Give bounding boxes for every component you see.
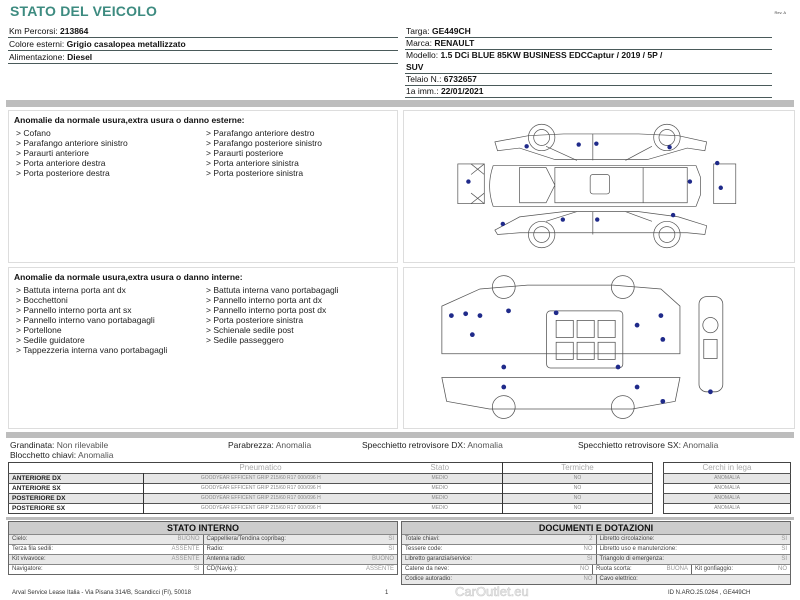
- damage-item: > Portellone: [16, 325, 62, 335]
- field-label: Targa:: [406, 26, 432, 36]
- tyre-row: [9, 504, 653, 514]
- tyre-winter: NO: [503, 494, 653, 504]
- grandinata-status: Grandinata: Non rilevabile: [10, 440, 109, 450]
- info-value: SI: [388, 546, 394, 552]
- exterior-title: Anomalie da normale usura,extra usura o danno esterne:: [14, 115, 245, 125]
- interior-title: Anomalie da normale usura,extra usura o danno interne:: [14, 272, 243, 282]
- damage-marker: [667, 145, 671, 149]
- exterior-damage-list: [8, 110, 398, 263]
- col-stato: Stato: [430, 463, 450, 472]
- col-termiche: Termiche: [503, 463, 653, 474]
- info-cell: [9, 555, 203, 564]
- vehicle-field: [405, 86, 772, 98]
- info-cell: [596, 545, 791, 554]
- field-label: Telaio N.:: [406, 74, 444, 84]
- info-label: Cavo elettrico:: [599, 576, 638, 582]
- damage-item: > Pannello interno porta post dx: [206, 305, 327, 315]
- vehicle-field: [405, 62, 772, 74]
- field-value: GE449CH: [432, 26, 471, 36]
- cerchi-value: ANOMALIA: [664, 504, 791, 514]
- info-cell: [691, 565, 790, 574]
- damage-marker: [449, 313, 454, 318]
- info-label: Antenna radio:: [206, 556, 246, 562]
- damage-item: > Sedile guidatore: [16, 335, 85, 345]
- damage-marker: [506, 308, 511, 313]
- damage-marker: [561, 217, 565, 221]
- cerchi-row: [664, 474, 791, 484]
- info-label: Totale chiavi:: [405, 536, 440, 542]
- info-label: Radio:: [206, 546, 224, 552]
- field-value: 213864: [60, 26, 89, 36]
- vehicle-field: [405, 38, 772, 50]
- damage-marker: [635, 385, 640, 390]
- info-row: [402, 534, 790, 544]
- damage-item: > Pannello interno porta ant sx: [16, 305, 132, 315]
- footer-address: Arval Service Lease Italia - Via Pisana 314/B, Scandicci (FI), 50018: [12, 590, 191, 596]
- damage-marker: [501, 222, 505, 226]
- info-label: Catene da neve:: [405, 566, 450, 572]
- damage-marker: [501, 365, 506, 370]
- documenti-section: [401, 521, 791, 585]
- document-id: ID N.ARO.25.0264 , GE449CH: [668, 590, 751, 596]
- info-row: [402, 564, 790, 574]
- specchietto-sx-status: Specchietto retrovisore SX: Anomalia: [578, 440, 719, 450]
- info-cell: [596, 535, 791, 544]
- info-label: Libretto garanzia/service:: [405, 556, 473, 562]
- tyre-model: GOODYEAR EFFICENT GRIP 215/60 R17 000/096 H: [144, 484, 378, 494]
- damage-marker: [595, 217, 599, 221]
- field-value: Diesel: [67, 52, 93, 62]
- damage-marker: [554, 310, 559, 315]
- parabrezza-status: Parabrezza: Anomalia: [228, 440, 312, 450]
- damage-marker: [501, 385, 506, 390]
- cerchi-row: [664, 504, 791, 514]
- page-title: STATO DEL VEICOLO: [10, 3, 158, 19]
- damage-item: > Battuta interna porta ant dx: [16, 285, 126, 295]
- tyre-position: ANTERIORE DX: [9, 474, 144, 484]
- damage-marker: [466, 179, 470, 183]
- info-cell: [402, 545, 596, 554]
- damage-item: > Parafango anteriore destro: [206, 128, 315, 138]
- info-label: Terza fila sedili:: [12, 546, 54, 552]
- info-label: Codice autoradio:: [405, 576, 453, 582]
- info-cell: [596, 575, 791, 584]
- info-cell: [9, 565, 203, 574]
- vehicle-field: [8, 26, 398, 38]
- tyre-position: ANTERIORE SX: [9, 484, 144, 494]
- damage-marker: [659, 313, 664, 318]
- stato-interno-title: STATO INTERNO: [9, 522, 397, 534]
- info-cell: [9, 545, 203, 554]
- damage-marker: [660, 399, 665, 404]
- info-row: [9, 554, 397, 564]
- info-label: Kit gonfiaggio:: [695, 566, 734, 572]
- damage-item: > Battuta interna vano portabagagli: [206, 285, 339, 295]
- damage-item: > Pannello interno vano portabagagli: [16, 315, 155, 325]
- info-label: Libretto uso e manutenzione:: [599, 546, 677, 552]
- info-value: NO: [778, 566, 787, 572]
- info-value: NO: [583, 546, 593, 552]
- damage-marker: [671, 213, 675, 217]
- info-label: Ruota scorta:: [596, 566, 632, 572]
- info-label: Cielo:: [12, 536, 28, 542]
- damage-item: > Sedile passeggero: [206, 335, 284, 345]
- blocchetto-status: Blocchetto chiavi: Anomalia: [10, 450, 114, 460]
- field-value: 1.5 DCi BLUE 85KW BUSINESS EDCCaptur / 2019 / 5P /: [440, 50, 663, 60]
- section-divider: [6, 100, 794, 107]
- field-label: 1a imm.:: [406, 86, 441, 96]
- info-label: Libretto circolazione:: [599, 536, 655, 542]
- cerchi-row: [664, 494, 791, 504]
- damage-item: > Tappezzeria interna vano portabagagli: [16, 345, 168, 355]
- info-label: Kit vivavoce:: [12, 556, 46, 562]
- info-value: BUONA: [666, 566, 688, 572]
- vehicle-field: [8, 52, 398, 64]
- vehicle-field: [405, 26, 772, 38]
- section-divider: [6, 517, 794, 520]
- tyre-row: [9, 484, 653, 494]
- info-value: 2: [589, 536, 593, 542]
- field-value: RENAULT: [434, 38, 475, 48]
- car-interior-diagram: [404, 268, 794, 428]
- info-cell: [402, 555, 596, 564]
- info-cell: [203, 565, 398, 574]
- info-cell: [9, 535, 203, 544]
- info-row: [9, 544, 397, 554]
- info-cell: [402, 575, 596, 584]
- field-label: Modello:: [406, 50, 441, 60]
- col-pneumatico: Pneumatico: [239, 463, 282, 472]
- info-cell: [596, 555, 791, 564]
- info-row: [402, 574, 790, 584]
- tyre-state: MEDIO: [378, 494, 503, 504]
- info-label: Triangolo di emergenza:: [599, 556, 664, 562]
- damage-marker: [719, 186, 723, 190]
- info-label: CD(Navig.):: [206, 566, 238, 572]
- col-cerchi: Cerchi in lega: [702, 463, 752, 472]
- info-value: NO: [583, 576, 593, 582]
- tyre-row: [9, 494, 653, 504]
- damage-item: > Porta anteriore destra: [16, 158, 106, 168]
- interior-diagram: [403, 267, 795, 429]
- info-value: SI: [781, 536, 787, 542]
- damage-marker: [524, 144, 528, 148]
- damage-marker: [463, 311, 468, 316]
- field-label: Alimentazione:: [9, 52, 68, 62]
- info-value: SI: [388, 536, 394, 542]
- tyre-position: POSTERIORE SX: [9, 504, 144, 514]
- tyre-model: GOODYEAR EFFICENT GRIP 215/60 R17 000/096 H: [144, 474, 378, 484]
- info-cell: [203, 535, 398, 544]
- vehicle-field: [405, 74, 772, 86]
- field-value: SUV: [406, 62, 424, 72]
- info-label: Navigatore:: [12, 566, 43, 572]
- section-divider: [6, 432, 794, 438]
- damage-item: > Paraurti posteriore: [206, 148, 284, 158]
- info-cell: [203, 555, 398, 564]
- damage-item: > Paraurti anteriore: [16, 148, 89, 158]
- info-value: SI: [586, 556, 593, 562]
- info-value: SI: [193, 566, 200, 572]
- damage-marker: [688, 179, 692, 183]
- damage-item: > Parafango posteriore sinistro: [206, 138, 322, 148]
- info-label: Cappelliera/Tendina copribag:: [206, 536, 286, 542]
- info-value: BUONO: [371, 556, 394, 562]
- info-value: SI: [781, 556, 787, 562]
- cerchi-value: ANOMALIA: [664, 474, 791, 484]
- tyre-winter: NO: [503, 504, 653, 514]
- info-cell: [203, 545, 398, 554]
- field-label: Km Percorsi:: [9, 26, 61, 36]
- info-label: Tessere code:: [405, 546, 443, 552]
- info-cell: [402, 535, 596, 544]
- info-cell: [592, 565, 691, 574]
- damage-marker: [660, 337, 665, 342]
- tyre-state: MEDIO: [378, 504, 503, 514]
- damage-marker: [616, 365, 621, 370]
- tyre-row: [9, 474, 653, 484]
- damage-marker: [470, 332, 475, 337]
- field-value: Grigio casalopea metallizzato: [66, 39, 186, 49]
- cerchi-row: [664, 484, 791, 494]
- field-label: Colore esterni:: [9, 39, 67, 49]
- info-value: ASSENTE: [171, 556, 200, 562]
- info-row: [9, 534, 397, 544]
- tyre-winter: NO: [503, 474, 653, 484]
- info-row: [402, 554, 790, 564]
- tyre-state: MEDIO: [378, 474, 503, 484]
- damage-item: > Bocchettoni: [16, 295, 68, 305]
- tyre-model: GOODYEAR EFFICENT GRIP 215/60 R17 000/096 H: [144, 494, 378, 504]
- tyre-position: POSTERIORE DX: [9, 494, 144, 504]
- info-value: SI: [781, 546, 787, 552]
- damage-marker: [635, 323, 640, 328]
- cerchi-table: [663, 462, 791, 514]
- info-value: BUONO: [177, 536, 200, 542]
- info-row: [9, 564, 397, 574]
- info-value: NO: [580, 566, 589, 572]
- specchietto-dx-status: Specchietto retrovisore DX: Anomalia: [362, 440, 503, 450]
- cerchi-value: ANOMALIA: [664, 494, 791, 504]
- cerchi-value: ANOMALIA: [664, 484, 791, 494]
- damage-item: > Cofano: [16, 128, 51, 138]
- damage-item: > Pannello interno porta ant dx: [206, 295, 323, 305]
- tyre-winter: NO: [503, 484, 653, 494]
- damage-item: > Schienale sedile post: [206, 325, 294, 335]
- damage-item: > Porta posteriore destra: [16, 168, 110, 178]
- interior-damage-list: [8, 267, 398, 429]
- info-row: [402, 544, 790, 554]
- field-value: 22/01/2021: [440, 86, 484, 96]
- damage-marker: [577, 142, 581, 146]
- damage-item: > Parafango anteriore sinistro: [16, 138, 128, 148]
- damage-item: > Porta anteriore sinistra: [206, 158, 299, 168]
- car-exterior-diagram: [404, 111, 794, 261]
- page-number: 1: [385, 590, 389, 596]
- tyres-table: [8, 462, 653, 514]
- vehicle-field: [8, 39, 398, 51]
- field-value: 6732657: [443, 74, 477, 84]
- field-label: Marca:: [406, 38, 435, 48]
- damage-item: > Porta posteriore sinistra: [206, 168, 304, 178]
- tyre-state: MEDIO: [378, 484, 503, 494]
- exterior-diagram: [403, 110, 795, 263]
- info-cell: [402, 565, 592, 574]
- damage-marker: [715, 161, 719, 165]
- revision-label: Rev. A: [774, 10, 786, 15]
- watermark-logo: CarOutlet.eu: [455, 584, 529, 599]
- info-value: ASSENTE: [365, 566, 394, 572]
- info-value: ASSENTE: [171, 546, 200, 552]
- damage-marker: [708, 389, 713, 394]
- vehicle-field: [405, 50, 772, 62]
- damage-item: > Porta posteriore sinistra: [206, 315, 304, 325]
- damage-marker: [478, 313, 483, 318]
- damage-marker: [594, 141, 598, 145]
- tyre-model: GOODYEAR EFFICENT GRIP 215/60 R17 000/096 H: [144, 504, 378, 514]
- stato-interno-section: [8, 521, 398, 575]
- documenti-title: DOCUMENTI E DOTAZIONI: [402, 522, 790, 534]
